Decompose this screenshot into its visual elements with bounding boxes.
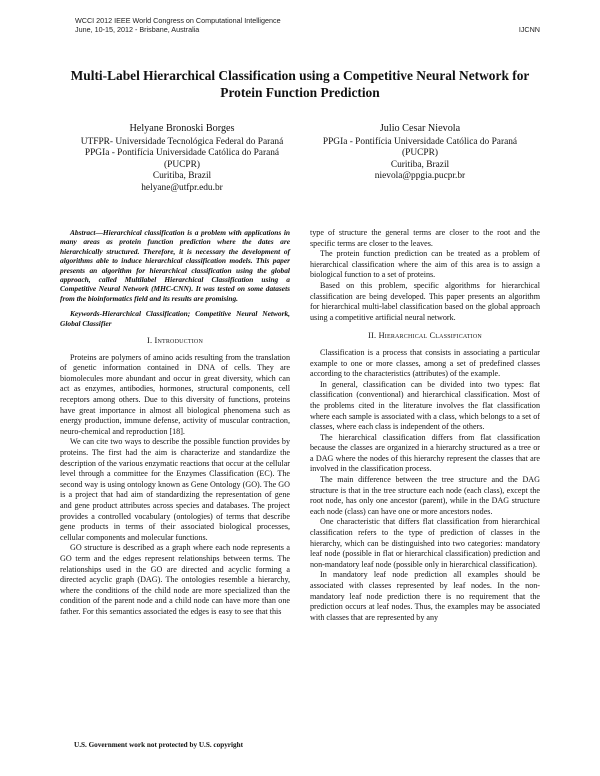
author-affiliation: (PUCPR) bbox=[402, 148, 438, 159]
section-heading-introduction: I. Introduction bbox=[146, 336, 203, 346]
left-column bbox=[60, 228, 290, 618]
keywords: Keywords-Hierarchical Classification; Competitive Neural Network, Global Classifier bbox=[60, 309, 290, 328]
section-heading-hierarchical-classification: II. Hierarchical Classification bbox=[368, 331, 482, 341]
author-affiliation: UTFPR- Universidade Tecnológica Federal do Paraná bbox=[80, 136, 284, 147]
right-column bbox=[310, 228, 540, 623]
paragraph: The main difference between the tree structure and the DAG structure is that in the tree structure each node (each class), except the root node, has only one ancestor (parent), while in the DAG structure each node (class) can have one or more ancestors nodes. bbox=[310, 475, 540, 516]
conference-name: WCCI 2012 IEEE World Congress on Computational Intelligence bbox=[75, 16, 281, 25]
author-affiliation: PPGIa - Pontifícia Universidade Católica do Paraná bbox=[322, 136, 518, 147]
author-block-2 bbox=[300, 123, 540, 183]
abstract bbox=[60, 228, 290, 328]
paragraph: We can cite two ways to describe the possible function provides by proteins. The first had the aim is characterize and standardize the description of the various enzymatic reactions that occur at the cellular level through a committee for the Enzymes Classification (EC). The second way is using ontology known as Gene Ontology (GO). The GO is a project that had aim of standardizing the representation of gene and gene product attributes across species and databases. The project provides a controlled vocabulary (ontologies) of terms that describe gene products in terms of their associated biological processes, cellular components and molecular functions. bbox=[60, 437, 290, 542]
conference-header bbox=[75, 16, 281, 34]
author-name: Julio Cesar Nievola bbox=[379, 123, 461, 134]
author-affiliation: PPGIa - Pontifícia Universidade Católica do Paraná bbox=[84, 148, 280, 159]
paragraph: type of structure the general terms are closer to the root and the specific terms are closer to the leaves. bbox=[310, 228, 540, 248]
paragraph: In general, classification can be divided into two types: flat classification (conventional) and hierarchical classification. Most of the problems cited in the literature involves the flat classification where each sample is associated with a class, which belongs to a set of classes, where each class is independent of the others. bbox=[310, 379, 540, 432]
paragraph: In mandatory leaf node prediction all examples should be associated with classes represented by leaf nodes. In the non-mandatory leaf node prediction there is no requirement that the prediction occurs at leaf nodes. Thus, the examples may be associated with classes that are represented by any bbox=[310, 570, 540, 622]
paragraph: Classification is a process that consists in associating a particular example to one or more classes, among a set of predefined classes according to the characteristics (attributes) of the example. bbox=[310, 347, 540, 379]
track-label: IJCNN bbox=[518, 25, 540, 34]
paragraph: The hierarchical classification differs from flat classification because the classes are organized in a hierarchy structured as a tree or a DAG where the nodes of this hierarchy represent the classes that are involved in the classification process. bbox=[310, 432, 540, 474]
copyright-footer: U.S. Government work not protected by U.S. copyright bbox=[74, 741, 243, 749]
author-location: Curitiba, Brazil bbox=[390, 159, 450, 170]
author-email[interactable]: nievola@ppgia.pucpr.br bbox=[374, 171, 466, 182]
abstract-text: Abstract—Hierarchical classification is a problem with applications in many areas as protein function prediction where the dates are hierarchically structured. Therefore, it is necessary the development of algorithms able to induce hierarchical classification models. This paper presents an algorithm for hierarchical classification using the global approach, called Multilabel Hierarchical Classification using a Competitive Neural Network (MHC-CNN). It was tested on some datasets from the bioinformatics field and its results are promising. bbox=[60, 228, 290, 303]
author-block-1 bbox=[62, 123, 302, 195]
author-name: Helyane Bronoski Borges bbox=[129, 123, 235, 134]
paper-title: Multi-Label Hierarchical Classification using a Competitive Neural Network for Protein Function Prediction bbox=[70, 68, 530, 100]
paragraph: One characteristic that differs flat classification from hierarchical classification refers to the type of prediction of classes in the hierarchy, which can be distinguished into two categories: mandatory leaf node (possible in flat or hierarchical classification) prediction and non-mandatory leaf node (possible only in hierarchical classification). bbox=[310, 517, 540, 569]
paragraph: The protein function prediction can be treated as a problem of hierarchical classification where the aim of this area is to assign a biological function to a set of proteins. bbox=[310, 249, 540, 280]
author-email[interactable]: helyane@utfpr.edu.br bbox=[141, 182, 223, 193]
paragraph: Based on this problem, specific algorithms for hierarchical classification are being developed. This paper presents an algorithm for hierarchical multi-label classification based on the global approach using a competitive artificial neural network. bbox=[310, 280, 540, 322]
paragraph: Proteins are polymers of amino acids resulting from the translation of genetic information contained in DNA of cells. They are biomolecules more abundant and occur in great diversity, which can act as enzymes, antibodies, hormones, structural components, cell receptors among others. Due to this diversity of functions, proteins have great importance in almost all biological phenomena such as energy production, immune defense, activity of muscular contraction, neuro-chemical and reproduction [18]. bbox=[60, 352, 290, 436]
conference-dates: June, 10-15, 2012 - Brisbane, Australia bbox=[75, 25, 200, 34]
paragraph: GO structure is described as a graph where each node represents a GO term and the edges represent relationships between terms. The relationships used in the GO are directed and acyclic forming a directed acyclic graph (DAG). The ontologies resemble a hierarchy, where the conditions of the child node are more specialized than the condition of the parent node and a child node can have more than one father. For this semantics associated the edges is easy to see that this bbox=[60, 543, 290, 616]
author-affiliation: (PUCPR) bbox=[164, 159, 200, 170]
author-location: Curitiba, Brazil bbox=[152, 171, 212, 182]
